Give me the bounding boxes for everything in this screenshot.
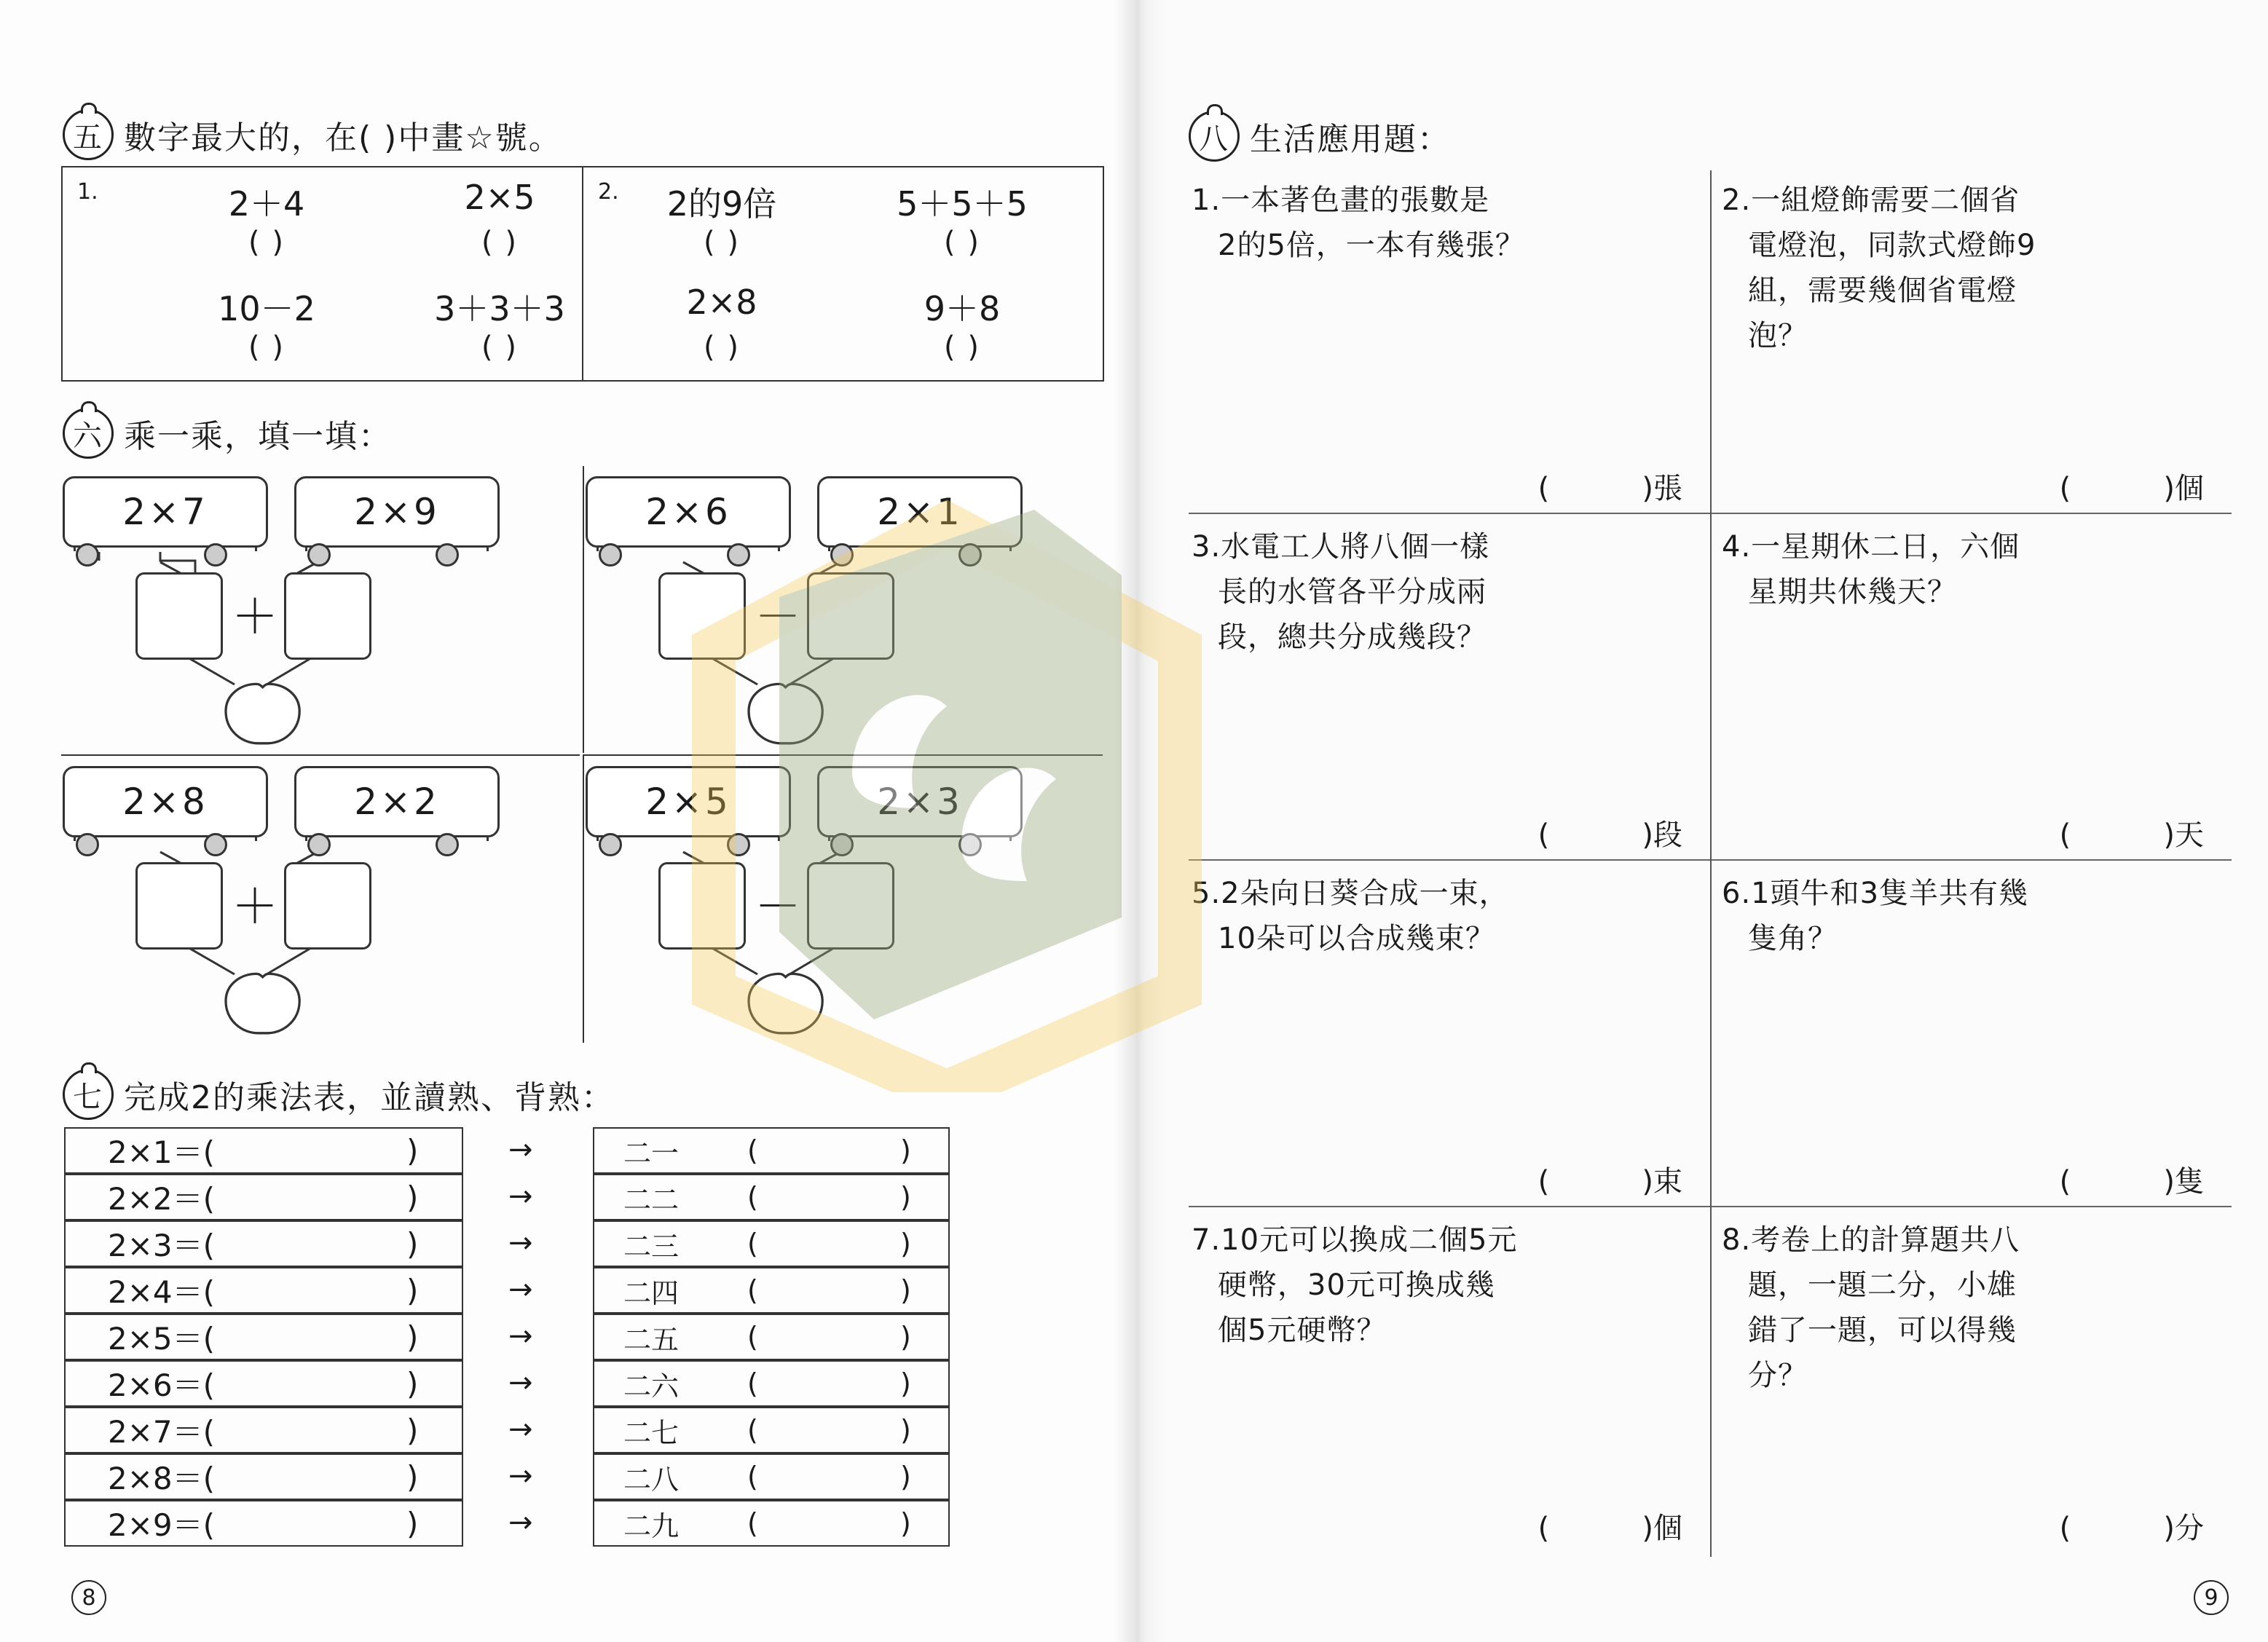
equation: 2×4＝( <box>108 1274 216 1310</box>
problem-line: 泡？ <box>1748 319 1808 352</box>
arrow-right-icon: → <box>508 1366 533 1400</box>
problem-line: 硬幣，30元可換成幾 <box>1218 1268 1495 1302</box>
close-paren: ) <box>900 1461 911 1493</box>
section5-group-1 <box>63 167 582 380</box>
expression-cart: 2×7 <box>63 476 268 548</box>
answer-blank[interactable]: ( ) <box>2059 472 2175 505</box>
equation-box <box>64 1360 463 1407</box>
close-paren: ) <box>406 1365 419 1402</box>
answer-field[interactable] <box>1538 465 1682 507</box>
problem-line: 10朵可以合成幾束？ <box>1218 922 1495 955</box>
chant-text: 二一 <box>623 1137 680 1169</box>
chant-answer-space[interactable]: ( <box>747 1274 758 1306</box>
section8-badge: 八 <box>1189 111 1240 162</box>
expression-cart: 2×1 <box>817 476 1023 548</box>
chant-box <box>593 1220 950 1267</box>
expression: 2的9倍 <box>666 184 777 224</box>
close-paren: ) <box>406 1225 419 1262</box>
problem-line: 2的5倍，一本有幾張？ <box>1218 229 1525 262</box>
arrow-right-icon: → <box>508 1273 533 1306</box>
chant-answer-space[interactable]: ( <box>747 1367 758 1400</box>
close-paren: ) <box>900 1414 911 1446</box>
equation-box <box>64 1267 463 1314</box>
table-row <box>64 1174 953 1220</box>
problem-line: 1.一本著色畫的張數是 <box>1192 183 1490 217</box>
page-number: 9 <box>2194 1580 2229 1615</box>
chant-answer-space[interactable]: ( <box>747 1228 758 1260</box>
section5-box <box>61 166 1104 382</box>
answer-blank[interactable]: ( ) <box>1537 818 1653 852</box>
answer-box[interactable] <box>135 572 223 660</box>
expression: 3＋3＋3 <box>434 289 565 328</box>
equation-box <box>64 1314 463 1360</box>
chant-text: 二九 <box>623 1509 680 1542</box>
expression: 2＋4 <box>228 184 305 224</box>
operator: － <box>755 591 801 644</box>
section6-problem-4 <box>583 754 1103 1043</box>
section6-title <box>63 408 392 459</box>
wheel <box>958 543 982 567</box>
equation-box <box>64 1127 463 1174</box>
section6-problem-3 <box>61 754 580 1043</box>
chant-answer-space[interactable]: ( <box>747 1321 758 1353</box>
close-paren: ) <box>900 1228 911 1260</box>
arrow-right-icon: → <box>508 1413 533 1446</box>
problem-line: 長的水管各平分成兩 <box>1218 575 1487 609</box>
problem-line: 4.一星期休二日，六個 <box>1722 530 2020 564</box>
question-number: 1. <box>77 179 98 205</box>
table-row <box>64 1127 953 1174</box>
arrow-right-icon: → <box>508 1180 533 1213</box>
wheel <box>727 543 750 567</box>
answer-box[interactable] <box>658 862 746 950</box>
close-paren: ) <box>406 1459 419 1495</box>
section5-badge: 五 <box>63 109 114 160</box>
wheel <box>599 833 622 856</box>
word-problem-2 <box>1710 170 2230 517</box>
answer-blank[interactable]: ( ) <box>481 331 518 364</box>
answer-box[interactable] <box>284 572 371 660</box>
section6-instruction: 乘一乘，填一填： <box>124 418 392 455</box>
problem-line: 星期共休幾天？ <box>1748 575 1957 609</box>
wheel <box>76 543 99 567</box>
answer-box[interactable] <box>807 572 894 660</box>
chant-answer-space[interactable]: ( <box>747 1134 758 1167</box>
equation-box <box>64 1174 463 1220</box>
answer-blank[interactable]: ( ) <box>248 226 285 259</box>
operator: ＋ <box>232 591 278 644</box>
equation-box <box>64 1407 463 1453</box>
close-paren: ) <box>900 1274 911 1306</box>
chant-text: 二八 <box>623 1463 680 1496</box>
close-paren: ) <box>406 1132 419 1169</box>
arrow-right-icon: → <box>508 1319 533 1353</box>
answer-box[interactable] <box>658 572 746 660</box>
problem-text <box>1192 871 1694 961</box>
arrow-right-icon: → <box>508 1506 533 1539</box>
section7-instruction: 完成2的乘法表，並讀熟、背熟： <box>124 1079 615 1116</box>
problem-line: 電燈泡，同款式燈飾9 <box>1748 229 2036 262</box>
close-paren: ) <box>406 1272 419 1309</box>
problem-line: 7.10元可以換成二個5元 <box>1192 1223 1518 1257</box>
chant-answer-space[interactable]: ( <box>747 1181 758 1213</box>
problem-line: 錯了一題，可以得幾 <box>1748 1314 2017 1347</box>
word-problem-4 <box>1710 517 2230 864</box>
page-number: 8 <box>71 1580 106 1615</box>
problem-text <box>1192 1217 1694 1353</box>
answer-blank[interactable]: ( ) <box>481 226 518 259</box>
expression-cart: 2×9 <box>294 476 500 548</box>
chant-text: 二三 <box>623 1230 680 1263</box>
problem-text <box>1722 871 2224 961</box>
chant-box <box>593 1127 950 1174</box>
answer-field[interactable] <box>1538 1505 1682 1547</box>
problem-text <box>1722 524 2224 615</box>
problem-line: 個5元硬幣？ <box>1218 1314 1387 1347</box>
wheel <box>830 543 854 567</box>
table-row <box>64 1407 953 1453</box>
word-problem-8 <box>1710 1210 2230 1557</box>
word-problem-5 <box>1189 864 1709 1210</box>
equation: 2×9＝( <box>108 1507 216 1543</box>
chant-text: 二六 <box>623 1370 680 1402</box>
answer-unit: 隻 <box>2175 1165 2204 1199</box>
equation-box <box>64 1220 463 1267</box>
answer-unit: 張 <box>1653 472 1682 505</box>
answer-field[interactable] <box>2060 812 2204 853</box>
problem-line: 組，需要幾個省電燈 <box>1748 274 2017 307</box>
table-row <box>64 1220 953 1267</box>
word-problems-grid <box>1189 170 2232 1561</box>
close-paren: ) <box>900 1181 911 1213</box>
operator: － <box>755 880 801 934</box>
wheel <box>76 833 99 856</box>
equation-box <box>64 1453 463 1500</box>
wheel <box>436 543 459 567</box>
wheel <box>204 543 227 567</box>
wheel <box>599 543 622 567</box>
section6-grid <box>61 466 1101 1041</box>
close-paren: ) <box>900 1507 911 1539</box>
equation: 2×6＝( <box>108 1367 216 1403</box>
problem-line: 隻角？ <box>1748 922 1838 955</box>
answer-blank[interactable]: ( ) <box>248 331 285 364</box>
answer-field[interactable] <box>1538 1159 1682 1200</box>
wheel <box>307 833 331 856</box>
answer-unit: 個 <box>1653 1512 1682 1545</box>
wheel <box>436 833 459 856</box>
answer-unit: 段 <box>1653 818 1682 852</box>
expression-cart: 2×6 <box>586 476 791 548</box>
arrow-right-icon: → <box>508 1459 533 1493</box>
answer-blank[interactable]: ( ) <box>1537 472 1653 505</box>
problem-text <box>1722 178 2224 358</box>
close-paren: ) <box>900 1367 911 1400</box>
problem-text <box>1192 178 1694 268</box>
table-row <box>64 1267 953 1314</box>
equation: 2×1＝( <box>108 1134 216 1170</box>
chant-box <box>593 1267 950 1314</box>
section8-instruction: 生活應用題： <box>1250 121 1451 158</box>
section7-badge: 七 <box>63 1069 114 1120</box>
chant-box <box>593 1360 950 1407</box>
word-problem-1 <box>1189 170 1709 517</box>
word-problem-3 <box>1189 517 1709 864</box>
wheel <box>830 833 854 856</box>
answer-box[interactable] <box>284 862 371 950</box>
answer-blank[interactable]: ( ) <box>2059 1165 2175 1199</box>
chant-box <box>593 1453 950 1500</box>
chant-box <box>593 1500 950 1547</box>
answer-unit: 天 <box>2175 818 2204 852</box>
chant-text: 二二 <box>623 1183 680 1216</box>
answer-blank[interactable]: ( ) <box>1537 1512 1653 1545</box>
wheel <box>727 833 750 856</box>
answer-unit: 分 <box>2175 1512 2204 1545</box>
answer-box[interactable] <box>135 862 223 950</box>
equation: 2×8＝( <box>108 1461 216 1496</box>
problem-line: 6.1頭牛和3隻羊共有幾 <box>1722 877 2029 910</box>
operator: ＋ <box>232 880 278 934</box>
problem-line: 分？ <box>1748 1359 1808 1392</box>
answer-unit: 束 <box>1653 1165 1682 1199</box>
word-problem-6 <box>1710 864 2230 1210</box>
wheel <box>204 833 227 856</box>
problem-line: 題，一題二分，小雄 <box>1748 1268 2017 1302</box>
expression: 5＋5＋5 <box>897 184 1028 224</box>
table-row <box>64 1500 953 1547</box>
expression: 2×5 <box>464 178 535 217</box>
answer-field[interactable] <box>1538 812 1682 853</box>
problem-line: 2.一組燈飾需要二個省 <box>1722 183 2020 217</box>
answer-blank[interactable]: ( ) <box>944 226 980 259</box>
problem-line: 8.考卷上的計算題共八 <box>1722 1223 2020 1257</box>
expression: 10－2 <box>218 289 315 328</box>
chant-text: 二五 <box>623 1323 680 1356</box>
problem-line: 3.水電工人將八個一樣 <box>1192 530 1490 564</box>
section6-badge: 六 <box>63 408 114 459</box>
answer-blank[interactable]: ( ) <box>704 226 740 259</box>
close-paren: ) <box>406 1412 419 1448</box>
table-row <box>64 1314 953 1360</box>
answer-blank[interactable]: ( ) <box>2059 1512 2175 1545</box>
chant-answer-space[interactable]: ( <box>747 1414 758 1446</box>
section8-title <box>1189 111 1451 162</box>
section7-title <box>63 1069 615 1120</box>
equation-box <box>64 1500 463 1547</box>
question-number: 2. <box>598 179 619 205</box>
chant-answer-space[interactable]: ( <box>747 1461 758 1493</box>
problem-text <box>1722 1217 2224 1398</box>
answer-blank[interactable]: ( ) <box>1537 1165 1653 1199</box>
answer-box[interactable] <box>807 862 894 950</box>
expression-cart: 2×3 <box>817 766 1023 837</box>
chant-text: 二四 <box>623 1276 680 1309</box>
expression: 2×8 <box>686 283 757 322</box>
word-problem-7 <box>1189 1210 1709 1557</box>
arrow-right-icon: → <box>508 1226 533 1260</box>
answer-field[interactable] <box>2060 1159 2204 1200</box>
arrow-right-icon: → <box>508 1133 533 1167</box>
equation: 2×5＝( <box>108 1321 216 1357</box>
table-row <box>64 1453 953 1500</box>
chant-box <box>593 1314 950 1360</box>
close-paren: ) <box>406 1505 419 1542</box>
answer-field[interactable] <box>2060 465 2204 507</box>
expression: 9＋8 <box>924 289 1001 328</box>
answer-unit: 個 <box>2175 472 2204 505</box>
section5-title <box>63 109 562 160</box>
wheel <box>307 543 331 567</box>
answer-blank[interactable]: ( ) <box>944 331 980 364</box>
chant-box <box>593 1174 950 1220</box>
table-row <box>64 1360 953 1407</box>
answer-blank[interactable]: ( ) <box>704 331 740 364</box>
close-paren: ) <box>900 1134 911 1167</box>
equation: 2×3＝( <box>108 1228 216 1263</box>
expression-cart: 2×2 <box>294 766 500 837</box>
close-paren: ) <box>406 1319 419 1355</box>
answer-blank[interactable]: ( ) <box>2059 818 2175 852</box>
section5-group-2 <box>582 167 1103 380</box>
problem-line: 5.2朵向日葵合成一束， <box>1192 877 1509 910</box>
chant-box <box>593 1407 950 1453</box>
answer-field[interactable] <box>2060 1505 2204 1547</box>
problem-line: 段，總共分成幾段？ <box>1218 620 1487 654</box>
equation: 2×2＝( <box>108 1181 216 1217</box>
section5-instruction: 數字最大的，在( )中畫☆號。 <box>124 119 562 157</box>
close-paren: ) <box>406 1179 419 1215</box>
close-paren: ) <box>900 1321 911 1353</box>
chant-answer-space[interactable]: ( <box>747 1507 758 1539</box>
section6-problem-2 <box>583 466 1103 753</box>
chant-text: 二七 <box>623 1416 680 1449</box>
section6-problem-1 <box>61 466 580 753</box>
wheel <box>958 833 982 856</box>
expression-cart: 2×8 <box>63 766 268 837</box>
equation: 2×7＝( <box>108 1414 216 1450</box>
expression-cart: 2×5 <box>586 766 791 837</box>
problem-text <box>1192 524 1694 660</box>
